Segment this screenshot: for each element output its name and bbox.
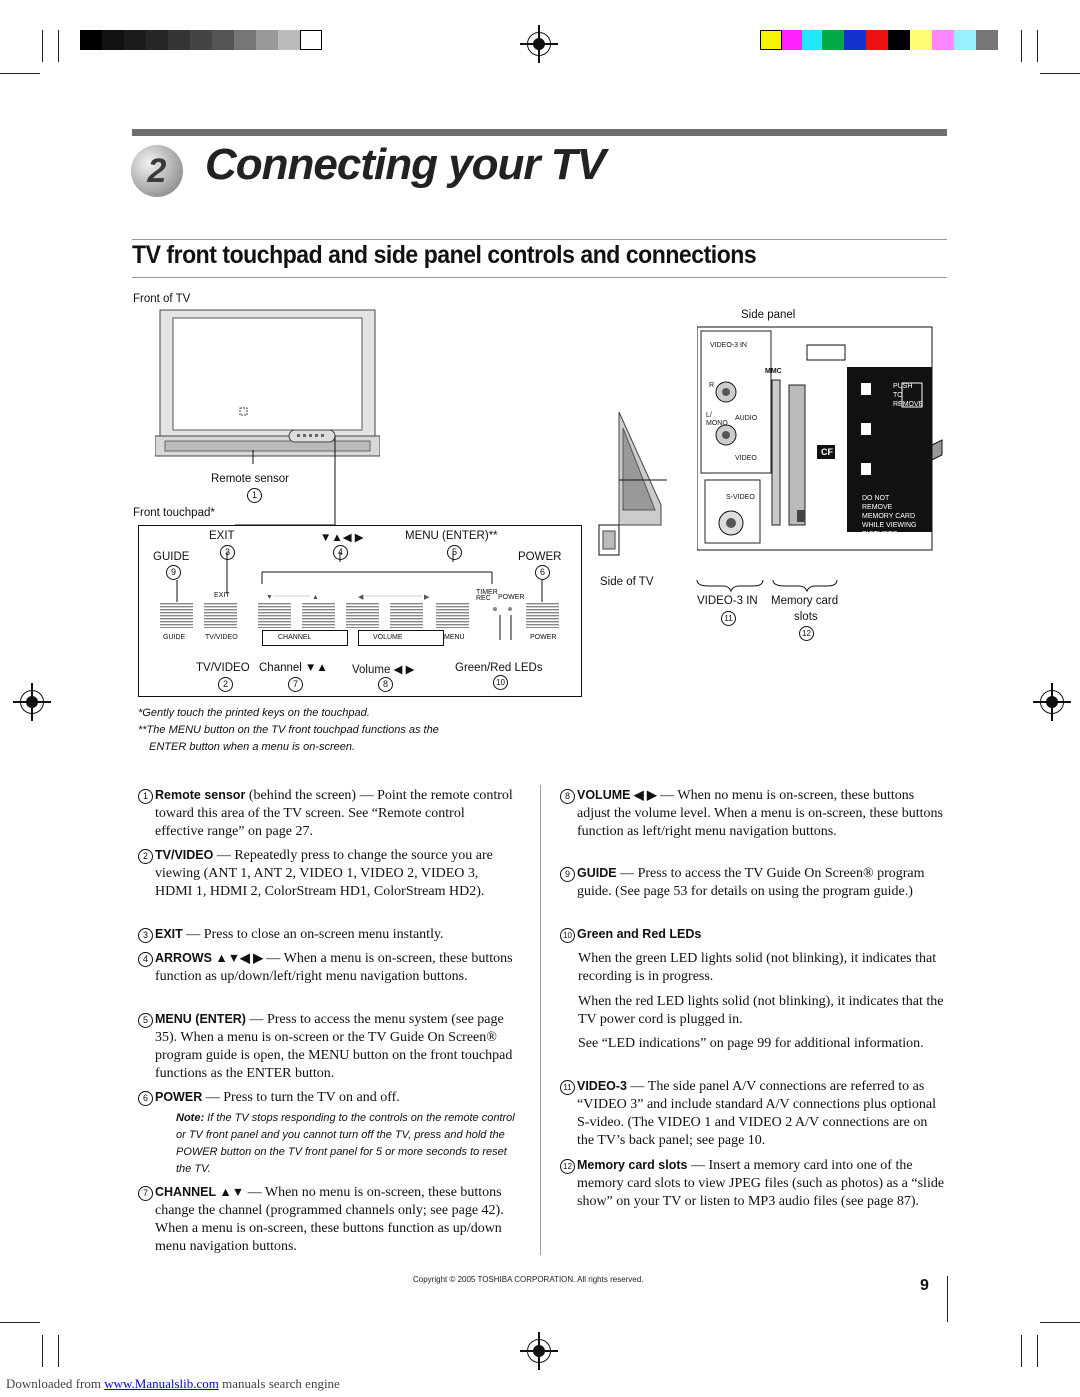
exit-label: EXIT [209, 530, 235, 542]
item-title: Green and Red LEDs [577, 927, 702, 941]
callout-11: 11 [721, 611, 736, 626]
copyright: Copyright © 2005 TOSHIBA CORPORATION. All rights reserved. [413, 1275, 644, 1284]
callout-3: 3 [220, 545, 235, 560]
panel-l-mono-label: L/ MONO [706, 412, 728, 427]
download-prefix: Downloaded from [6, 1376, 105, 1391]
pad-power-small-label: POWER [498, 594, 525, 601]
item-number-7: 7 [138, 1186, 153, 1201]
item-title: MENU (ENTER) [155, 1012, 246, 1026]
download-footer [6, 1376, 340, 1392]
chapter-title: Connecting your TV [205, 140, 605, 189]
item-exit [138, 926, 513, 944]
item-title: CHANNEL ▲▼ [155, 1185, 245, 1199]
front-touchpad-label: Front touchpad* [133, 507, 215, 519]
item-menu-enter [138, 1011, 513, 1083]
item-number-4: 4 [138, 952, 153, 967]
leds-paragraph-3: See “LED indications” on page 99 for additional information. [578, 1036, 924, 1051]
section-rule-top [132, 239, 947, 240]
callout-lines [225, 440, 345, 535]
leds-caption: Green/Red LEDs [455, 662, 543, 674]
guide-label: GUIDE [153, 551, 190, 563]
callout-1: 1 [247, 488, 262, 503]
key-menu-label: MENU [444, 634, 465, 641]
item-number-6: 6 [138, 1091, 153, 1106]
item-text: — When no menu is on-screen, these buttons adjust the volume level. When a menu is on-screen, these buttons function as left/right menu navigation buttons. [577, 788, 943, 839]
memory-card-caption: Memory card [771, 595, 839, 607]
item-volume [560, 787, 945, 841]
callout-6: 6 [535, 565, 550, 580]
callout-8: 8 [378, 677, 393, 692]
callout-7: 7 [288, 677, 303, 692]
tv-video-caption: TV/VIDEO [196, 662, 250, 674]
footnote-3: ENTER button when a menu is on-screen. [149, 741, 356, 753]
callout-10: 10 [493, 675, 508, 690]
pad-timer-rec-label: TIMER REC [476, 589, 498, 602]
column-divider [540, 785, 541, 1255]
item-text: — Insert a memory card into one of the memory card slots to view JPEG files (such as photos) as a “slide show” on your TV or listen to MP3 audio files (see page 87). [577, 1158, 945, 1209]
panel-r-label: R [709, 382, 715, 389]
front-of-tv-label: Front of TV [133, 293, 191, 305]
chapter-number: 2 [131, 145, 183, 197]
item-memory-card-slots [560, 1157, 945, 1211]
download-suffix: manuals search engine [218, 1376, 340, 1391]
panel-svideo-label: S-VIDEO [726, 494, 755, 501]
registration-mark-top [527, 32, 551, 56]
item-title: TV/VIDEO [155, 848, 214, 862]
item-text: (behind the screen) — Point the remote control toward this area of the TV screen. See “Remote control effective range” on page 27. [155, 788, 513, 839]
page-number: 9 [920, 1277, 929, 1294]
power-label: POWER [518, 551, 562, 563]
item-title: VOLUME ◀ ▶ [577, 788, 657, 802]
item-text: — Press to access the menu system (see page 35). When a menu is on-screen or the TV Guide On Screen® program guide is open, the MENU button on the front touchpad functions as the ENTER button. [155, 1012, 513, 1081]
key-volume-label: VOLUME [373, 634, 403, 641]
item-guide [560, 865, 945, 901]
chapter-rule [132, 129, 947, 136]
note-text: If the TV stops responding to the controls on the remote control or TV front panel and you cannot turn off the TV, press and hold the POWER button on the TV front panel for 5 or more seconds to reset the TV. [176, 1112, 515, 1175]
item-number-1: 1 [138, 789, 153, 804]
registration-mark-bottom [527, 1339, 551, 1363]
item-number-3: 3 [138, 928, 153, 943]
footnote-1: *Gently touch the printed keys on the touchpad. [138, 707, 370, 719]
key-power-label: POWER [530, 634, 557, 641]
panel-video-label: VIDEO [735, 455, 757, 462]
item-text: — The side panel A/V connections are referred to as “VIDEO 3” and include standard A/V connections plus optional S-video. (The VIDEO 1 and VIDEO 2 A/V connections are on the TV’s back panel; see page 10. [577, 1079, 936, 1148]
item-number-5: 5 [138, 1013, 153, 1028]
item-title: POWER [155, 1090, 203, 1104]
arrows-label: ▼▲◀ ▶ [320, 532, 364, 544]
item-title: EXIT [155, 927, 183, 941]
panel-warning-label: DO NOT REMOVE MEMORY CARD WHILE VIEWING PICTURES. [862, 495, 917, 538]
svg-text:▲: ▲ [312, 594, 319, 601]
callout-5: 5 [447, 545, 462, 560]
manualslib-link[interactable]: www.Manualslib.com [104, 1376, 219, 1391]
svg-text:▼: ▼ [266, 594, 273, 601]
section-title: TV front touchpad and side panel controls and connections [132, 241, 757, 269]
callout-4: 4 [333, 545, 348, 560]
panel-mmc-label: MMC [765, 368, 782, 375]
item-video3 [560, 1078, 945, 1150]
video3-in-caption: VIDEO-3 IN [697, 595, 758, 607]
panel-push-to-remove-label: PUSH TO REMOVE [893, 383, 924, 408]
side-of-tv-illustration [595, 410, 667, 570]
section-rule-bottom [132, 277, 947, 278]
item-text: — When a menu is on-screen, these buttons function as up/down/left/right menu navigation buttons. [155, 951, 513, 984]
registration-mark-right [1040, 690, 1064, 714]
item-text: — Press to turn the TV on and off. [202, 1090, 400, 1105]
item-number-2: 2 [138, 849, 153, 864]
item-title: GUIDE [577, 866, 617, 880]
key-channel-label: CHANNEL [278, 634, 312, 641]
power-note [176, 1110, 516, 1178]
side-panel-label: Side panel [741, 309, 796, 321]
registration-mark-left [20, 690, 44, 714]
item-number-11: 11 [560, 1080, 575, 1095]
leds-paragraph-1: When the green LED lights solid (not blinking), it indicates that recording is in progress. [578, 951, 937, 984]
item-number-10: 10 [560, 928, 575, 943]
key-tv-video-label: TV/VIDEO [205, 634, 238, 641]
remote-sensor-label: Remote sensor [211, 473, 289, 485]
callout-9: 9 [166, 565, 181, 580]
pad-exit-label: EXIT [214, 592, 230, 599]
callout-2: 2 [218, 677, 233, 692]
volume-caption: Volume ◀ ▶ [352, 664, 415, 676]
side-panel-braces [695, 578, 845, 592]
panel-cf-label: CF [821, 447, 833, 457]
panel-video3-in-label: VIDEO-3 IN [710, 342, 747, 349]
item-number-8: 8 [560, 789, 575, 804]
item-leds [560, 926, 945, 944]
panel-audio-label: AUDIO [735, 415, 758, 422]
item-power [138, 1089, 513, 1107]
footnote-2: **The MENU button on the TV front touchpad functions as the [138, 724, 439, 736]
item-number-12: 12 [560, 1159, 575, 1174]
touchpad-keys [140, 600, 578, 630]
callout-12: 12 [799, 626, 814, 641]
item-remote-sensor [138, 787, 513, 841]
svg-text:▶: ▶ [424, 594, 430, 601]
item-tv-video [138, 847, 513, 901]
item-number-9: 9 [560, 867, 575, 882]
channel-caption: Channel ▼▲ [259, 662, 328, 674]
svg-text:◀: ◀ [358, 594, 364, 601]
item-title: ARROWS ▲▼◀ ▶ [155, 951, 263, 965]
item-text: — When no menu is on-screen, these buttons change the channel (programmed channels only; see page 42). When a menu is on-screen, these buttons function as up/down menu navigation buttons. [155, 1185, 504, 1254]
slots-caption: slots [794, 611, 818, 623]
item-title: Memory card slots [577, 1158, 688, 1172]
leds-paragraph-2: When the red LED lights solid (not blinking), it indicates that the TV power cord is plugged in. [578, 994, 944, 1027]
menu-enter-label: MENU (ENTER)** [405, 530, 498, 542]
side-of-tv-label: Side of TV [600, 576, 654, 588]
note-label: Note: [176, 1112, 205, 1124]
item-text: — Repeatedly press to change the source you are viewing (ANT 1, ANT 2, VIDEO 1, VIDEO 2, VIDEO 3, HDMI 1, HDMI 2, ColorStream HD1, ColorStream HD2). [155, 848, 493, 899]
item-title: VIDEO-3 [577, 1079, 628, 1093]
item-text: — Press to access the TV Guide On Screen® program guide. (See page 53 for details on using the program guide.) [577, 866, 925, 899]
item-text: — Press to close an on-screen menu instantly. [182, 927, 444, 942]
item-title: Remote sensor [155, 788, 246, 802]
item-channel [138, 1184, 513, 1256]
item-arrows [138, 950, 513, 986]
key-guide-label: GUIDE [163, 634, 186, 641]
